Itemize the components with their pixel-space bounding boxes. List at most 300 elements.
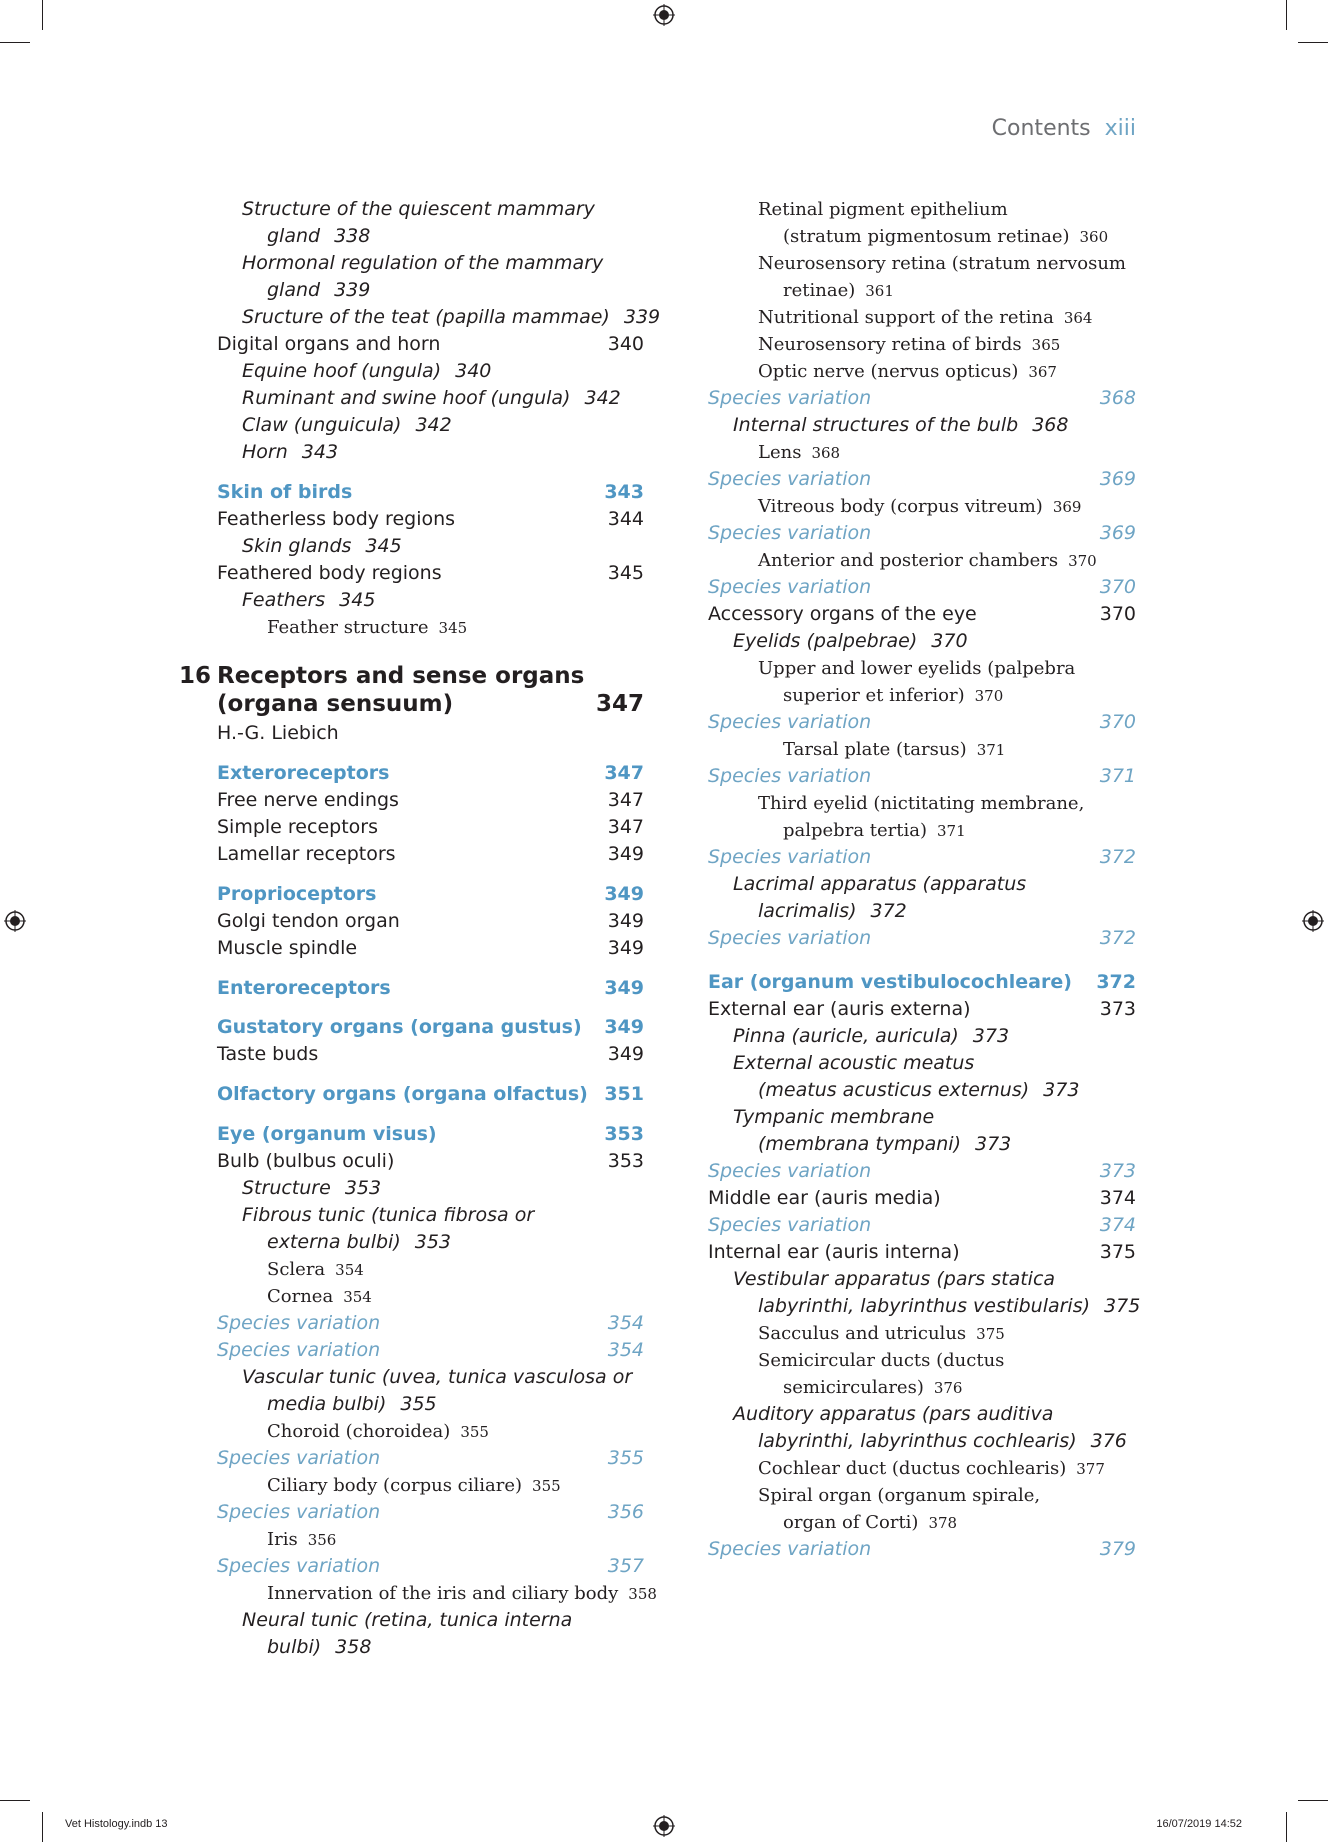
toc-entry-title: Olfactory organs (organa olfactus) <box>217 1083 588 1105</box>
toc-entry-page: 351 <box>604 1083 644 1105</box>
toc-entry[interactable] <box>217 1607 644 1634</box>
toc-entry[interactable] <box>708 439 1136 467</box>
toc-entry-title: gland <box>267 225 321 247</box>
toc-entry[interactable] <box>217 720 644 747</box>
toc-entry-title: Cornea <box>267 1286 334 1307</box>
footer-date-slug: 16/07/2019 14:52 <box>1156 1818 1242 1830</box>
toc-entry[interactable] <box>708 817 1136 845</box>
toc-entry-page: 353 <box>414 1231 452 1253</box>
toc-entry[interactable] <box>708 1023 1136 1050</box>
toc-entry-title: Tarsal plate (tarsus) <box>783 739 967 760</box>
toc-entry-title: Digital organs and horn <box>217 333 441 355</box>
crop-mark <box>1298 1800 1328 1801</box>
toc-entry-title: Internal structures of the bulb <box>733 414 1019 436</box>
toc-entry-title: Vestibular apparatus (pars statica <box>733 1268 1056 1290</box>
toc-entry-page: 370 <box>1099 711 1136 733</box>
toc-entry-page: 347 <box>595 691 644 717</box>
toc-entry-title: retinae) <box>783 280 856 301</box>
toc-entry[interactable] <box>708 277 1136 305</box>
toc-entry-title: Species variation <box>708 765 872 787</box>
toc-entry-title: Retinal pigment epithelium <box>758 199 1008 220</box>
toc-entry[interactable] <box>217 1634 644 1661</box>
toc-entry[interactable] <box>217 1081 644 1108</box>
toc-entry-title: Iris <box>267 1529 298 1550</box>
toc-entry[interactable] <box>708 790 1136 817</box>
toc-entry[interactable] <box>708 1347 1136 1374</box>
toc-entry-title: Eye (organum visus) <box>217 1123 437 1145</box>
chapter-number: 16 <box>179 663 212 689</box>
toc-entry[interactable] <box>708 1050 1136 1077</box>
toc-entry[interactable] <box>708 358 1136 386</box>
toc-entry-title: Ruminant and swine hoof (ungula) <box>242 387 571 409</box>
toc-entry-title: Neurosensory retina (stratum nervosum <box>758 253 1126 274</box>
toc-entry[interactable] <box>708 736 1136 764</box>
toc-entry-title: Golgi tendon organ <box>217 910 400 932</box>
toc-entry-title: Hormonal regulation of the mammary <box>242 252 604 274</box>
toc-entry[interactable] <box>708 1212 1136 1239</box>
toc-entry[interactable] <box>708 1428 1136 1455</box>
toc-entry-title: Species variation <box>708 468 872 490</box>
toc-entry-page: 355 <box>460 1423 489 1441</box>
toc-entry-title: Enteroreceptors <box>217 977 391 999</box>
toc-entry-page: 369 <box>1052 498 1082 516</box>
toc-entry-page: 368 <box>1032 414 1069 436</box>
toc-entry[interactable] <box>708 1104 1136 1131</box>
toc-entry-title: Claw (unguicula) <box>242 414 402 436</box>
toc-entry-page: 349 <box>607 843 644 865</box>
toc-entry-title: Lamellar receptors <box>217 843 396 865</box>
toc-entry-title: Feathers <box>242 589 326 611</box>
toc-entry-title: superior et inferior) <box>783 685 965 706</box>
toc-entry-title: Structure <box>242 1177 331 1199</box>
toc-entry-page: 373 <box>972 1025 1010 1047</box>
toc-entry-page: 377 <box>1076 1460 1105 1478</box>
toc-entry-title: gland <box>267 279 321 301</box>
toc-entry-title: Sacculus and utriculus <box>758 1323 967 1344</box>
toc-entry-title: Equine hoof (ungula) <box>242 360 442 382</box>
toc-entry-title: Fibrous tunic (tunica fibrosa or <box>242 1204 535 1226</box>
toc-entry-page: 371 <box>1099 765 1136 787</box>
toc-entry-title: Species variation <box>708 387 872 409</box>
toc-entry[interactable] <box>708 1320 1136 1348</box>
toc-entry-page: 344 <box>607 508 644 530</box>
toc-entry[interactable] <box>708 250 1136 277</box>
toc-entry-page: 356 <box>307 1531 337 1549</box>
toc-entry-title: Species variation <box>708 927 872 949</box>
toc-entry-title: Nutritional support of the retina <box>758 307 1054 328</box>
toc-entry-page: 349 <box>607 937 644 959</box>
toc-entry[interactable] <box>217 614 644 642</box>
toc-entry-page: 368 <box>1099 387 1136 409</box>
registration-mark-icon <box>4 910 26 932</box>
toc-entry-page: 370 <box>1099 576 1136 598</box>
toc-entry[interactable] <box>217 385 644 412</box>
toc-entry[interactable] <box>708 844 1136 871</box>
toc-entry-title: Species variation <box>217 1555 381 1577</box>
toc-entry-title: Anterior and posterior chambers <box>758 550 1059 571</box>
toc-entry[interactable] <box>708 1131 1136 1158</box>
crop-mark <box>1286 1812 1287 1842</box>
toc-entry[interactable] <box>217 787 644 814</box>
toc-entry-title: Skin glands <box>242 535 352 557</box>
toc-entry[interactable] <box>217 1499 644 1526</box>
toc-entry-title: Tympanic membrane <box>733 1106 935 1128</box>
toc-entry-page: 373 <box>1043 1079 1080 1101</box>
toc-entry-page: 353 <box>604 1123 644 1145</box>
toc-entry-page: 347 <box>607 816 644 838</box>
toc-entry[interactable] <box>217 439 644 466</box>
toc-entry-title: Auditory apparatus (pars auditiva <box>733 1403 1054 1425</box>
toc-entry[interactable] <box>217 1283 644 1311</box>
toc-entry-title: Free nerve endings <box>217 789 399 811</box>
toc-entry[interactable] <box>217 1175 644 1202</box>
toc-entry[interactable] <box>217 277 644 304</box>
toc-entry-title: Accessory organs of the eye <box>708 603 977 625</box>
toc-entry-title: Proprioceptors <box>217 883 377 905</box>
running-head-title: Contents <box>991 116 1091 141</box>
toc-entry[interactable] <box>217 1256 644 1284</box>
toc-entry[interactable] <box>217 1553 644 1580</box>
toc-entry-page: 368 <box>811 444 841 462</box>
toc-entry-title: palpebra tertia) <box>783 820 927 841</box>
toc-entry-page: 342 <box>415 414 452 436</box>
toc-entry-title: Species variation <box>708 1214 872 1236</box>
toc-entry-title: organ of Corti) <box>783 1512 919 1533</box>
toc-entry-title: Taste buds <box>217 1043 319 1065</box>
toc-entry-page: 354 <box>343 1288 372 1306</box>
toc-entry[interactable] <box>708 763 1136 790</box>
toc-entry[interactable] <box>217 690 644 718</box>
toc-entry[interactable] <box>708 1536 1136 1563</box>
toc-entry-title: Feather structure <box>267 617 429 638</box>
toc-entry-page: 365 <box>1031 336 1061 354</box>
toc-entry[interactable] <box>217 304 661 331</box>
toc-entry-page: 361 <box>865 282 894 300</box>
toc-entry-page: 339 <box>334 279 371 301</box>
toc-entry[interactable] <box>217 881 644 908</box>
toc-entry-title: (organa sensuum) <box>217 691 454 717</box>
crop-mark <box>0 42 30 43</box>
toc-entry[interactable] <box>708 196 1136 223</box>
toc-entry[interactable] <box>708 1509 1136 1537</box>
toc-entry-page: 340 <box>607 333 644 355</box>
registration-mark-icon <box>653 1815 675 1837</box>
toc-entry-title: External acoustic meatus <box>733 1052 975 1074</box>
toc-entry[interactable] <box>217 1041 644 1068</box>
toc-entry-title: Species variation <box>217 1339 381 1361</box>
toc-entry[interactable] <box>217 223 644 250</box>
toc-entry-page: 376 <box>933 1379 963 1397</box>
toc-entry-title: Vascular tunic (uvea, tunica vasculosa or <box>242 1366 633 1388</box>
toc-entry-page: 349 <box>604 883 644 905</box>
toc-entry[interactable] <box>708 655 1136 682</box>
toc-entry-title: Eyelids (palpebrae) <box>733 630 918 652</box>
toc-entry[interactable] <box>217 935 644 962</box>
toc-entry[interactable] <box>217 1310 644 1337</box>
toc-entry[interactable] <box>217 412 644 439</box>
toc-entry-title: media bulbi) <box>267 1393 387 1415</box>
toc-entry-title: Innervation of the iris and ciliary body <box>267 1583 619 1604</box>
toc-entry[interactable] <box>708 547 1136 575</box>
toc-entry-page: 357 <box>607 1555 644 1577</box>
toc-entry-page: 358 <box>628 1585 657 1603</box>
toc-entry-page: 353 <box>607 1150 644 1172</box>
toc-entry-page: 345 <box>365 535 402 557</box>
toc-entry-page: 355 <box>532 1477 561 1495</box>
toc-entry[interactable] <box>708 601 1136 628</box>
running-head-page-number: xiii <box>1104 116 1136 141</box>
toc-entry[interactable] <box>708 1077 1136 1104</box>
toc-entry-title: bulbi) <box>267 1636 322 1658</box>
toc-entry-title: Vitreous body (corpus vitreum) <box>758 496 1043 517</box>
toc-entry[interactable] <box>708 466 1136 493</box>
toc-entry-page: 354 <box>335 1261 364 1279</box>
toc-entry-title: Structure of the quiescent mammary <box>242 198 595 220</box>
toc-entry-title: Neural tunic (retina, tunica interna <box>242 1609 573 1631</box>
toc-entry-title: Middle ear (auris media) <box>708 1187 941 1209</box>
toc-entry-page: 338 <box>334 225 371 247</box>
toc-entry-page: 372 <box>1099 927 1136 949</box>
toc-entry-title: Third eyelid (nictitating membrane, <box>758 793 1085 814</box>
toc-entry[interactable] <box>708 493 1136 521</box>
toc-entry-title: Species variation <box>708 1538 872 1560</box>
toc-entry[interactable] <box>217 358 644 385</box>
toc-entry[interactable] <box>217 841 644 868</box>
toc-entry-page: 369 <box>1099 468 1136 490</box>
toc-entry-title: Choroid (choroidea) <box>267 1421 451 1442</box>
toc-entry[interactable] <box>217 196 644 223</box>
toc-entry-page: 373 <box>975 1133 1012 1155</box>
toc-entry[interactable] <box>217 1418 644 1446</box>
toc-entry[interactable] <box>217 1526 644 1554</box>
toc-entry[interactable] <box>708 969 1136 996</box>
toc-entry-page: 375 <box>1099 1241 1136 1263</box>
toc-entry-title: Internal ear (auris interna) <box>708 1241 960 1263</box>
toc-entry-page: 372 <box>1096 971 1136 993</box>
toc-entry-title: Species variation <box>708 1160 872 1182</box>
toc-entry-title: semicirculares) <box>783 1377 924 1398</box>
toc-entry-page: 370 <box>974 687 1004 705</box>
toc-entry-title: Sclera <box>267 1259 326 1280</box>
toc-entry[interactable] <box>217 533 644 560</box>
toc-entry-page: 343 <box>301 441 339 463</box>
registration-mark-icon <box>1302 910 1324 932</box>
toc-entry[interactable] <box>708 1158 1136 1185</box>
toc-entry-title: Pinna (auricle, auricula) <box>733 1025 959 1047</box>
toc-entry-page: 371 <box>937 822 966 840</box>
toc-entry-title: Lens <box>758 442 802 463</box>
toc-entry[interactable] <box>708 223 1136 251</box>
toc-entry[interactable] <box>217 479 644 506</box>
toc-entry[interactable] <box>217 331 644 358</box>
toc-entry-page: 370 <box>1068 552 1097 570</box>
toc-entry-title: Muscle spindle <box>217 937 358 959</box>
toc-entry[interactable] <box>217 1580 657 1608</box>
toc-entry-title: Spiral organ (organum spirale, <box>758 1485 1041 1506</box>
toc-entry-page: 375 <box>976 1325 1005 1343</box>
toc-entry-page: 340 <box>455 360 492 382</box>
toc-entry-title: H.-G. Liebich <box>217 722 339 744</box>
toc-entry-title: Sructure of the teat (papilla mammae) <box>242 306 610 328</box>
toc-entry-title: Lacrimal apparatus (apparatus <box>733 873 1027 895</box>
toc-entry[interactable] <box>708 520 1136 547</box>
toc-entry-title: Species variation <box>708 846 872 868</box>
toc-entry-page: 372 <box>1099 846 1136 868</box>
toc-entry-title: Featherless body regions <box>217 508 456 530</box>
toc-entry-title: lacrimalis) <box>758 900 857 922</box>
toc-entry[interactable] <box>217 1121 644 1148</box>
toc-entry-page: 349 <box>604 977 644 999</box>
toc-entry-page: 374 <box>1099 1187 1136 1209</box>
toc-entry-title: Upper and lower eyelids (palpebra <box>758 658 1076 679</box>
crop-mark <box>42 0 43 30</box>
toc-entry-page: 339 <box>623 306 661 328</box>
toc-entry[interactable] <box>708 1374 1136 1402</box>
toc-entry-title: Species variation <box>708 711 872 733</box>
toc-entry[interactable] <box>708 996 1136 1023</box>
toc-entry[interactable] <box>708 304 1136 332</box>
toc-entry-title: (stratum pigmentosum retinae) <box>783 226 1070 247</box>
toc-entry[interactable] <box>708 1266 1136 1293</box>
footer-file-slug: Vet Histology.indb 13 <box>65 1818 168 1830</box>
toc-entry-page: 349 <box>607 910 644 932</box>
toc-entry[interactable] <box>217 560 644 587</box>
toc-entry-page: 343 <box>604 481 644 503</box>
toc-entry-title: (membrana tympani) <box>758 1133 961 1155</box>
toc-entry-title: Skin of birds <box>217 481 353 503</box>
toc-entry[interactable] <box>217 1229 644 1256</box>
toc-entry-page: 370 <box>1099 603 1136 625</box>
toc-entry[interactable] <box>217 1472 644 1500</box>
crop-mark <box>0 1800 30 1801</box>
toc-entry-title: Ciliary body (corpus ciliare) <box>267 1475 523 1496</box>
toc-entry[interactable] <box>217 975 644 1002</box>
toc-entry-title: Simple receptors <box>217 816 378 838</box>
toc-entry-page: 353 <box>344 1177 382 1199</box>
toc-entry[interactable] <box>217 250 644 277</box>
toc-entry-page: 364 <box>1063 309 1093 327</box>
toc-entry-title: externa bulbi) <box>267 1231 401 1253</box>
toc-entry[interactable] <box>217 760 644 787</box>
toc-entry-title: Species variation <box>708 522 872 544</box>
toc-entry-page: 374 <box>1099 1214 1136 1236</box>
toc-entry[interactable] <box>708 1239 1136 1266</box>
toc-entry-title: Optic nerve (nervus opticus) <box>758 361 1019 382</box>
toc-entry[interactable] <box>708 682 1136 710</box>
toc-entry-title: Bulb (bulbus oculi) <box>217 1150 395 1172</box>
toc-entry[interactable] <box>217 1364 644 1391</box>
toc-entry-page: 367 <box>1028 363 1057 381</box>
toc-entry-page: 342 <box>584 387 621 409</box>
toc-entry[interactable] <box>708 1293 1141 1320</box>
toc-entry-page: 345 <box>607 562 644 584</box>
toc-entry-title: Receptors and sense organs <box>217 663 585 689</box>
toc-entry-title: Horn <box>242 441 288 463</box>
crop-mark <box>42 1812 43 1842</box>
toc-entry[interactable] <box>708 574 1136 601</box>
toc-entry-page: 354 <box>607 1312 644 1334</box>
toc-entry-title: labyrinthi, labyrinthus cochlearis) <box>758 1430 1077 1452</box>
toc-entry[interactable] <box>708 331 1136 359</box>
toc-entry-title: Semicircular ducts (ductus <box>758 1350 1005 1371</box>
toc-entry[interactable] <box>217 1202 644 1229</box>
toc-entry-page: 360 <box>1079 228 1109 246</box>
toc-entry[interactable] <box>708 412 1136 439</box>
toc-entry-title: Species variation <box>708 576 872 598</box>
toc-entry-title: Species variation <box>217 1447 381 1469</box>
crop-mark <box>1298 42 1328 43</box>
toc-entry-page: 354 <box>607 1339 644 1361</box>
toc-entry-page: 347 <box>604 762 644 784</box>
running-head <box>992 116 1136 141</box>
toc-entry[interactable] <box>179 662 644 690</box>
toc-entry[interactable] <box>708 1482 1136 1509</box>
toc-entry[interactable] <box>217 1148 644 1175</box>
toc-entry-page: 371 <box>976 741 1006 759</box>
toc-entry[interactable] <box>708 898 1136 925</box>
toc-entry-page: 376 <box>1090 1430 1127 1452</box>
toc-entry-page: 373 <box>1099 1160 1136 1182</box>
toc-entry-title: (meatus acusticus externus) <box>758 1079 1030 1101</box>
toc-entry-page: 369 <box>1099 522 1136 544</box>
toc-entry-title: Ear (organum vestibulocochleare) <box>708 971 1072 993</box>
toc-entry-title: Feathered body regions <box>217 562 442 584</box>
toc-entry[interactable] <box>217 1391 644 1418</box>
toc-entry[interactable] <box>217 506 644 533</box>
toc-entry-title: Neurosensory retina of birds <box>758 334 1022 355</box>
toc-entry[interactable] <box>217 814 644 841</box>
toc-entry[interactable] <box>708 925 1136 952</box>
toc-entry-title: External ear (auris externa) <box>708 998 971 1020</box>
registration-mark-icon <box>653 4 675 26</box>
toc-entry[interactable] <box>217 1445 644 1472</box>
toc-entry[interactable] <box>217 1337 644 1364</box>
toc-entry[interactable] <box>217 908 644 935</box>
toc-entry-page: 349 <box>604 1016 644 1038</box>
toc-entry-page: 375 <box>1104 1295 1141 1317</box>
toc-entry[interactable] <box>708 1185 1136 1212</box>
toc-entry-title: Gustatory organs (organa gustus) <box>217 1016 582 1038</box>
toc-entry[interactable] <box>217 1014 644 1041</box>
toc-entry[interactable] <box>708 385 1136 412</box>
toc-entry[interactable] <box>217 587 644 614</box>
toc-entry-page: 345 <box>339 589 376 611</box>
toc-entry[interactable] <box>708 709 1136 736</box>
toc-entry-page: 379 <box>1099 1538 1136 1560</box>
toc-entry[interactable] <box>708 628 1136 655</box>
crop-mark <box>1286 0 1287 30</box>
toc-entry-page: 373 <box>1099 998 1136 1020</box>
toc-entry-page: 355 <box>400 1393 437 1415</box>
toc-entry-title: Species variation <box>217 1312 381 1334</box>
toc-entry-page: 355 <box>607 1447 644 1469</box>
toc-entry-title: Cochlear duct (ductus cochlearis) <box>758 1458 1067 1479</box>
toc-entry-title: Exteroreceptors <box>217 762 390 784</box>
toc-entry[interactable] <box>708 1401 1136 1428</box>
toc-entry-title: labyrinthi, labyrinthus vestibularis) <box>758 1295 1091 1317</box>
toc-entry-page: 372 <box>870 900 907 922</box>
toc-entry-page: 378 <box>928 1514 958 1532</box>
toc-entry-page: 345 <box>438 619 468 637</box>
toc-entry[interactable] <box>708 871 1136 898</box>
toc-entry-page: 358 <box>335 1636 372 1658</box>
toc-entry-title: Species variation <box>217 1501 381 1523</box>
toc-entry-page: 356 <box>607 1501 644 1523</box>
toc-entry[interactable] <box>708 1455 1136 1483</box>
toc-entry-page: 370 <box>931 630 968 652</box>
toc-entry-page: 349 <box>607 1043 644 1065</box>
toc-entry-page: 347 <box>607 789 644 811</box>
